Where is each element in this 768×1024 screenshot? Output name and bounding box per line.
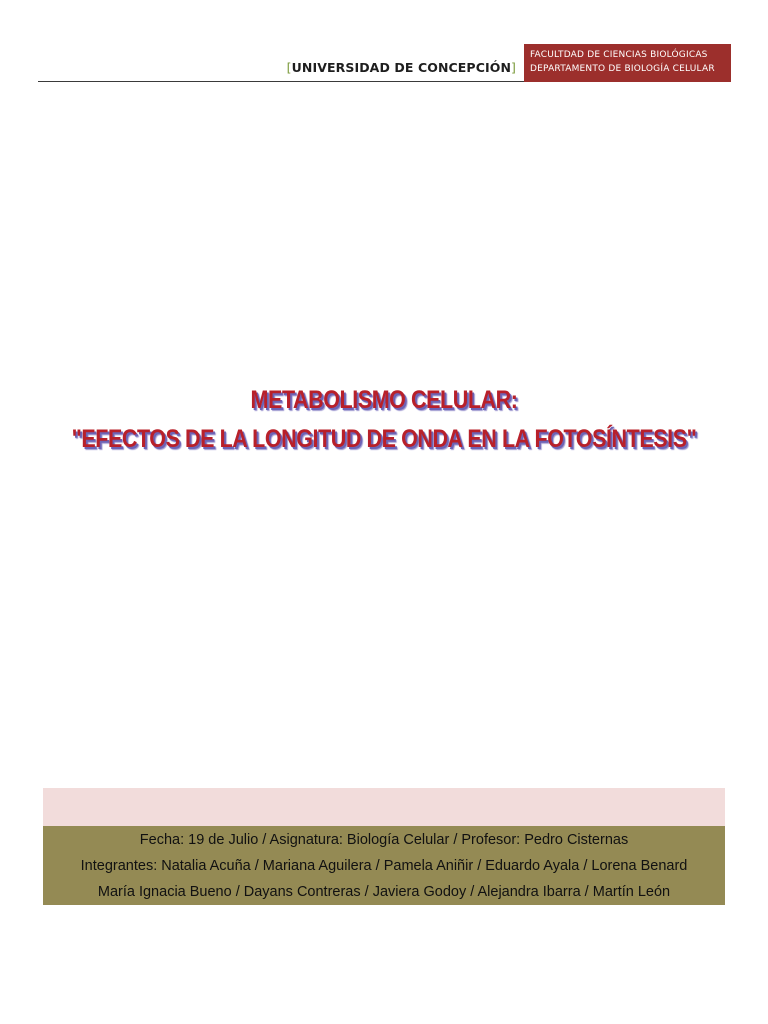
title-line-1: METABOLISMO CELULAR: <box>250 386 518 414</box>
bracket-open: [ <box>286 60 292 75</box>
members-line-2: María Ignacia Bueno / Dayans Contreras / Javiera Godoy / Alejandra Ibarra / Martín León <box>97 884 671 900</box>
decorative-pink-band <box>43 788 725 826</box>
header-divider <box>38 81 524 82</box>
bracket-close: ] <box>511 60 516 75</box>
department-name: DEPARTAMENTO DE BIOLOGÍA CELULAR <box>530 64 715 74</box>
date-course-professor: Fecha: 19 de Julio / Asignatura: Biología Celular / Profesor: Pedro Cisternas <box>139 832 629 848</box>
members-line-1: Integrantes: Natalia Acuña / Mariana Aguilera / Pamela Aniñir / Eduardo Ayala / Lorena Benard <box>80 858 688 874</box>
title-line-2: "EFECTOS DE LA LONGITUD DE ONDA EN LA FOTOSÍNTESIS" <box>71 425 697 453</box>
document-title <box>0 385 768 454</box>
university-name <box>287 60 516 75</box>
faculty-name: FACULTDAD DE CIENCIAS BIOLÓGICAS <box>530 50 708 60</box>
faculty-box <box>524 44 731 82</box>
info-band <box>43 826 725 905</box>
university-label: UNIVERSIDAD DE CONCEPCIÓN <box>291 60 512 75</box>
